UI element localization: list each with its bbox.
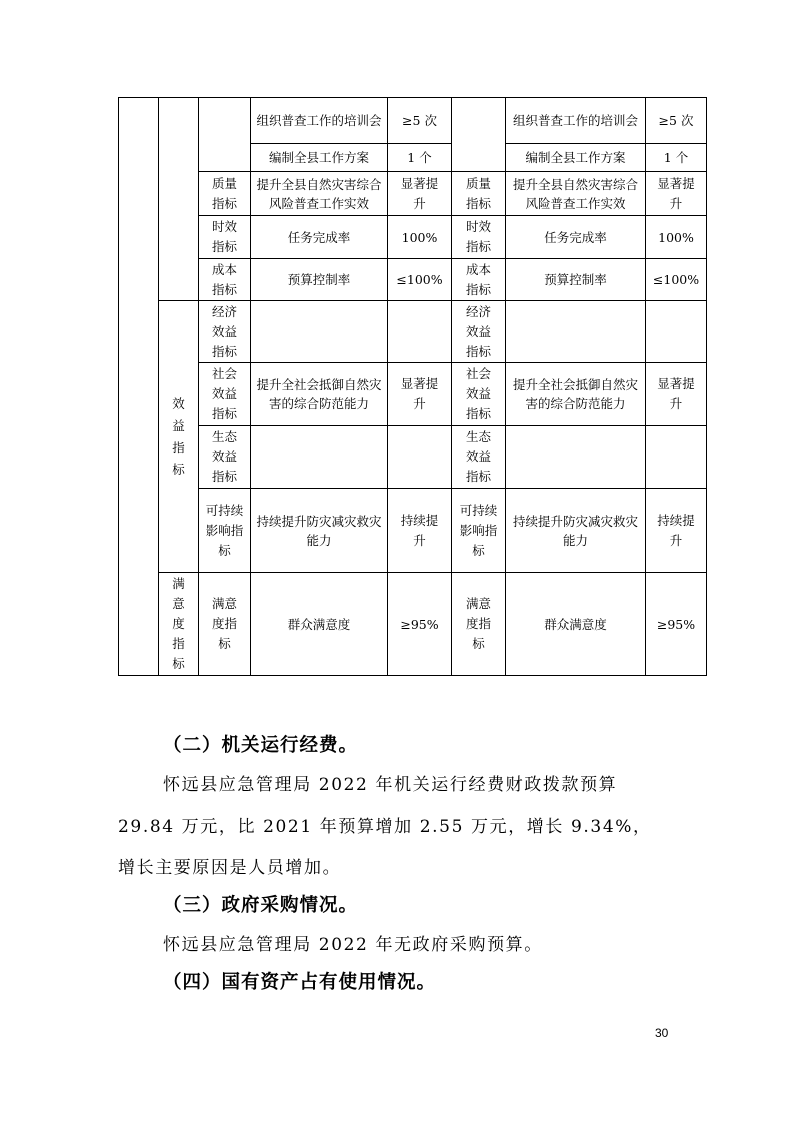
level3-cell: 满意度指标 [199, 573, 251, 676]
indicator-value-cell [646, 301, 707, 363]
indicator-value-cell: 显著提升 [646, 172, 707, 216]
indicator-content-cell: 群众满意度 [251, 573, 388, 676]
level3-cell: 时效指标 [452, 216, 506, 259]
level3-cell: 成本指标 [452, 259, 506, 301]
level3-cell: 社会效益指标 [452, 363, 506, 426]
indicator-value-cell: ≤100% [646, 259, 707, 301]
level3-cell: 可持续影响指标 [199, 489, 251, 573]
indicator-content-cell: 编制全县工作方案 [506, 144, 646, 172]
indicator-value-cell: ≥95% [646, 573, 707, 676]
level3-cell: 经济效益指标 [199, 301, 251, 363]
indicator-content-cell [506, 301, 646, 363]
indicator-value-cell: ≤100% [388, 259, 452, 301]
indicator-content-cell: 群众满意度 [506, 573, 646, 676]
level3-cell: 满意度指标 [452, 573, 506, 676]
indicator-content-cell: 组织普查工作的培训会 [506, 98, 646, 144]
indicator-value-cell: ≥5 次 [646, 98, 707, 144]
level3-cell: 质量指标 [199, 172, 251, 216]
indicator-value-cell [646, 426, 707, 489]
indicator-content-cell: 提升全社会抵御自然灾害的综合防范能力 [506, 363, 646, 426]
table-row [119, 301, 707, 363]
indicator-value-cell: 持续提升 [646, 489, 707, 573]
level2-cell-satisfaction: 满意度指标 [159, 573, 199, 676]
table-row [119, 489, 707, 573]
indicator-content-cell: 持续提升防灾减灾救灾能力 [251, 489, 388, 573]
indicator-value-cell: ≥95% [388, 573, 452, 676]
indicator-value-cell: 显著提升 [646, 363, 707, 426]
table-row [119, 426, 707, 489]
indicator-content-cell: 预算控制率 [251, 259, 388, 301]
indicator-content-cell: 提升全社会抵御自然灾害的综合防范能力 [251, 363, 388, 426]
table-row [119, 172, 707, 216]
level3-cell: 质量指标 [452, 172, 506, 216]
indicator-content-cell: 提升全县自然灾害综合风险普查工作实效 [506, 172, 646, 216]
indicator-content-cell [506, 426, 646, 489]
indicator-value-cell: 100% [646, 216, 707, 259]
performance-indicator-table [118, 97, 707, 676]
indicator-value-cell: 1 个 [388, 144, 452, 172]
section-heading-operating-costs: （二）机关运行经费。 [163, 735, 359, 756]
paragraph-line: 29.84 万元，比 2021 年预算增加 2.55 万元，增长 9.34%， [118, 817, 652, 837]
paragraph-line: 增长主要原因是人员增加。 [118, 858, 342, 878]
level3-cell: 时效指标 [199, 216, 251, 259]
indicator-value-cell: 显著提升 [388, 172, 452, 216]
level3-cell: 生态效益指标 [452, 426, 506, 489]
paragraph-line: 怀远县应急管理局 2022 年无政府采购预算。 [163, 935, 543, 955]
paragraph-line: 怀远县应急管理局 2022 年机关运行经费财政拨款预算 [163, 775, 618, 795]
indicator-content-cell: 组织普查工作的培训会 [251, 98, 388, 144]
level3-cell: 生态效益指标 [199, 426, 251, 489]
indicator-value-cell [388, 301, 452, 363]
indicator-value-cell: ≥5 次 [388, 98, 452, 144]
section-heading-assets: （四）国有资产占有使用情况。 [163, 972, 437, 993]
page-number: 30 [655, 1026, 669, 1040]
section-heading-procurement: （三）政府采购情况。 [163, 895, 359, 916]
level3-cell: 经济效益指标 [452, 301, 506, 363]
level3-cell: 可持续影响指标 [452, 489, 506, 573]
indicator-content-cell: 任务完成率 [506, 216, 646, 259]
level3-cell-quantity-b [452, 98, 506, 172]
level3-cell: 成本指标 [199, 259, 251, 301]
table-row [119, 573, 707, 676]
indicator-value-cell [388, 426, 452, 489]
indicator-content-cell: 任务完成率 [251, 216, 388, 259]
indicator-value-cell: 显著提升 [388, 363, 452, 426]
indicator-content-cell: 编制全县工作方案 [251, 144, 388, 172]
level1-cell-empty [119, 98, 159, 676]
indicator-value-cell: 持续提升 [388, 489, 452, 573]
level3-cell: 社会效益指标 [199, 363, 251, 426]
indicator-content-cell: 预算控制率 [506, 259, 646, 301]
indicator-content-cell [251, 301, 388, 363]
indicator-content-cell [251, 426, 388, 489]
indicator-value-cell: 1 个 [646, 144, 707, 172]
level2-cell-output [159, 98, 199, 301]
table-row [119, 98, 707, 144]
indicator-content-cell: 持续提升防灾减灾救灾能力 [506, 489, 646, 573]
level3-cell-quantity [199, 98, 251, 172]
table-row [119, 216, 707, 259]
indicator-value-cell: 100% [388, 216, 452, 259]
indicator-content-cell: 提升全县自然灾害综合风险普查工作实效 [251, 172, 388, 216]
table-row [119, 259, 707, 301]
table-row [119, 363, 707, 426]
level2-cell-benefit: 效益指标 [159, 301, 199, 573]
